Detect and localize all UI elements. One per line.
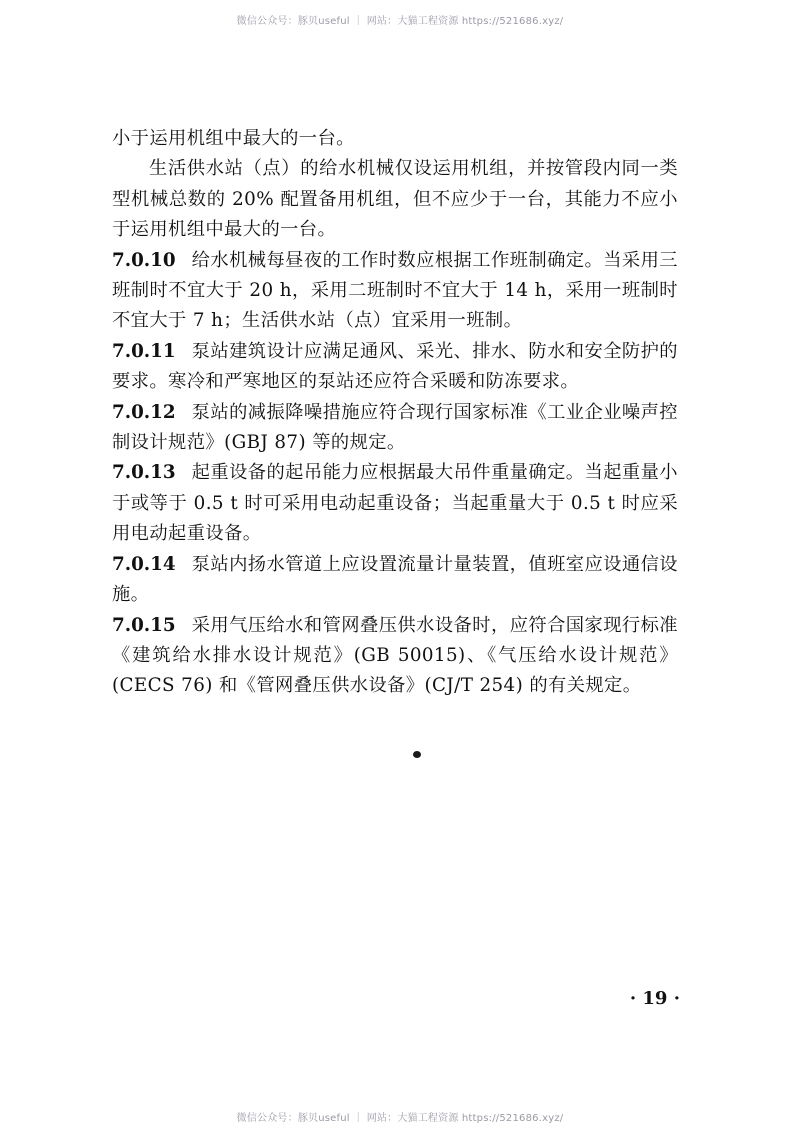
clause-7-0-10 bbox=[112, 246, 678, 337]
page-number: · 19 · bbox=[629, 988, 680, 1009]
clause-7-0-13 bbox=[112, 458, 678, 549]
clause-text: 给水机械每昼夜的工作时数应根据工作班制确定。当采用三班制时不宜大于 20 h，采用二班制时不宜大于 14 h，采用一班制时不宜大于 7 h；生活供水站（点）宜采用一班制。 bbox=[112, 249, 678, 332]
clause-7-0-14 bbox=[112, 550, 678, 611]
clause-text: 泵站内扬水管道上应设置流量计量装置，值班室应设通信设施。 bbox=[112, 553, 678, 606]
clause-number: 7.0.14 bbox=[112, 553, 176, 575]
paragraph-supply-station: 生活供水站（点）的给水机械仅设运用机组，并按管段内同一类型机械总数的 20% 配置备用机组，但不应少于一台，其能力不应小于运用机组中最大的一台。 bbox=[112, 158, 678, 241]
watermark-bottom: 微信公众号：豚贝useful ｜ 网站：大猫工程资源 https://521686.xyz/ bbox=[236, 1113, 564, 1124]
clause-text: 起重设备的起吊能力应根据最大吊件重量确定。当起重量小于或等于 0.5 t 时可采用电动起重设备；当起重量大于 0.5 t 时应采用电动起重设备。 bbox=[112, 462, 678, 545]
clause-7-0-12 bbox=[112, 398, 678, 459]
clause-7-0-11 bbox=[112, 337, 678, 398]
watermark-top: 微信公众号：豚贝useful ｜ 网站：大猫工程资源 https://521686.xyz/ bbox=[236, 16, 564, 27]
clause-number: 7.0.13 bbox=[112, 462, 176, 484]
document-body bbox=[112, 124, 678, 702]
continuation-text: 小于运用机组中最大的一台。 bbox=[112, 128, 355, 149]
clause-number: 7.0.10 bbox=[112, 249, 176, 271]
clause-7-0-15 bbox=[112, 611, 678, 702]
clause-text: 采用气压给水和管网叠压供水设备时，应符合国家现行标准《建筑给水排水设计规范》(GB 50015)、《气压给水设计规范》(CECS 76) 和《管网叠压供水设备》(CJ/T 254) 的有关规定。 bbox=[112, 614, 678, 697]
clause-number: 7.0.12 bbox=[112, 401, 176, 423]
clause-number: 7.0.11 bbox=[112, 340, 176, 362]
clause-text: 泵站的减振降噪措施应符合现行国家标准《工业企业噪声控制设计规范》(GBJ 87) 等的规定。 bbox=[112, 401, 678, 454]
clause-text: 泵站建筑设计应满足通风、采光、排水、防水和安全防护的要求。寒冷和严寒地区的泵站还应符合采暖和防冻要求。 bbox=[112, 340, 678, 393]
clause-number: 7.0.15 bbox=[112, 614, 176, 636]
scan-dot-mark bbox=[413, 751, 421, 758]
